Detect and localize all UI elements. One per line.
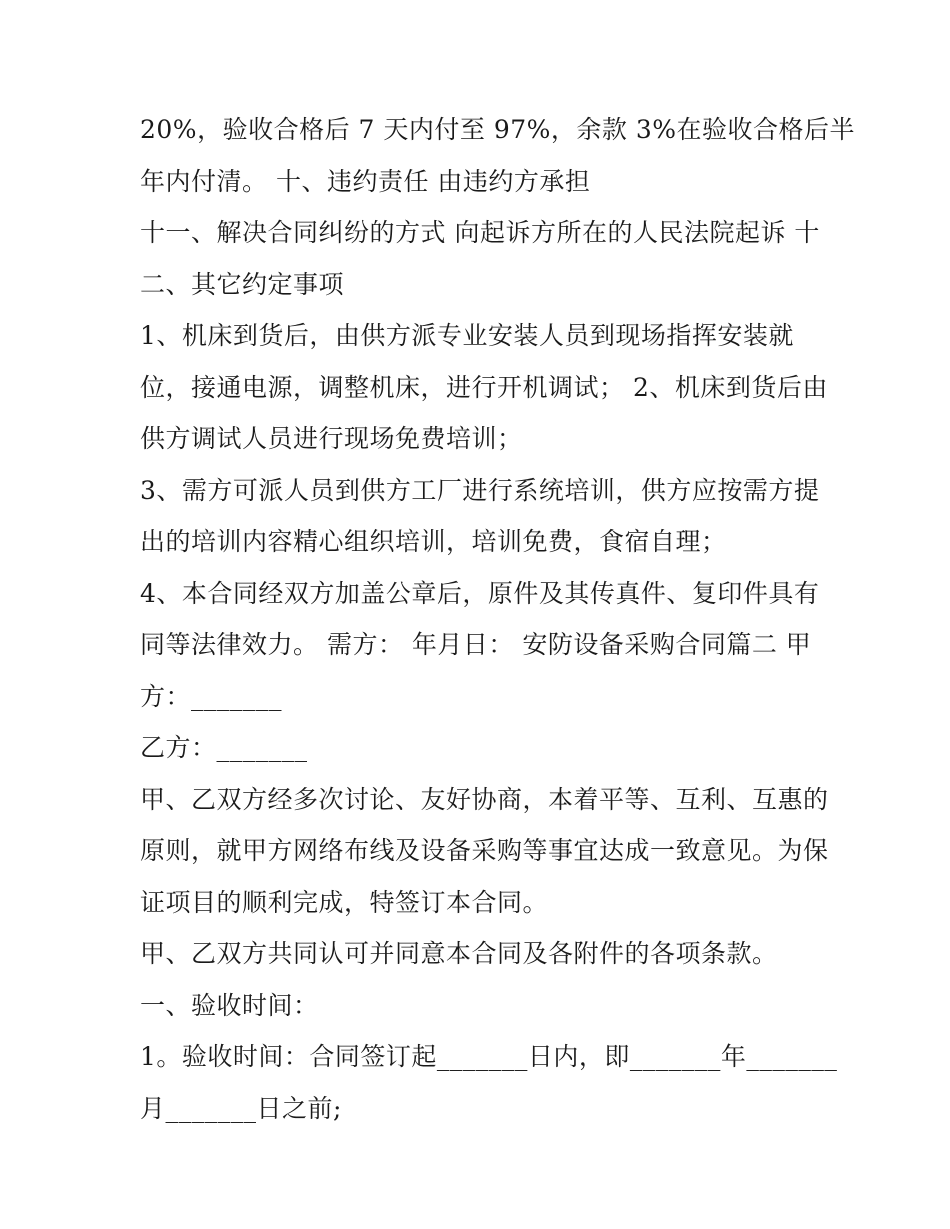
text-line-8: 3、需方可派人员到供方工厂进行系统培训，供方应按需方提: [140, 475, 820, 505]
text-line-9: 出的培训内容精心组织培训，培训免费，食宿自理；: [140, 527, 727, 556]
text-line-7: 供方调试人员进行现场免费培训；: [140, 424, 523, 453]
text-line-14: 甲、乙双方经多次讨论、友好协商，本着平等、互利、互惠的: [140, 784, 829, 814]
text-line-12: 方：_______: [140, 681, 283, 711]
text-line-11: 同等法律效力。 需方： 年月日： 安防设备采购合同篇二 甲: [140, 630, 812, 659]
text-line-13: 乙方：_______: [140, 733, 308, 762]
text-line-10: 4、本合同经双方加盖公章后，原件及其传真件、复印件具有: [140, 578, 820, 608]
document-body: [140, 104, 855, 1134]
text-line-16: 证项目的顺利完成，特签订本合同。: [140, 887, 549, 917]
text-line-5: 1、机床到货后，由供方派专业安装人员到现场指挥安装就: [140, 321, 794, 350]
text-line-6: 位，接通电源，调整机床，进行开机调试； 2、机床到货后由: [140, 372, 828, 402]
text-line-18: 一、验收时间：: [140, 990, 319, 1020]
text-line-4: 二、其它约定事项: [140, 269, 345, 299]
text-line-2: 年内付清。 十、违约责任 由违约方承担: [140, 166, 591, 196]
text-line-3: 十一、解决合同纠纷的方式 向起诉方所在的人民法院起诉 十: [140, 218, 820, 247]
text-line-1: 20%，验收合格后 7 天内付至 97%，余款 3%在验收合格后半: [140, 115, 855, 144]
text-line-20: 月_______日之前;: [140, 1093, 342, 1123]
text-line-15: 原则，就甲方网络布线及设备采购等事宜达成一致意见。为保: [140, 836, 829, 865]
text-line-19: 1。验收时间：合同签订起_______日内，即_______年_______: [140, 1042, 838, 1071]
text-line-17: 甲、乙双方共同认可并同意本合同及各附件的各项条款。: [140, 939, 778, 968]
